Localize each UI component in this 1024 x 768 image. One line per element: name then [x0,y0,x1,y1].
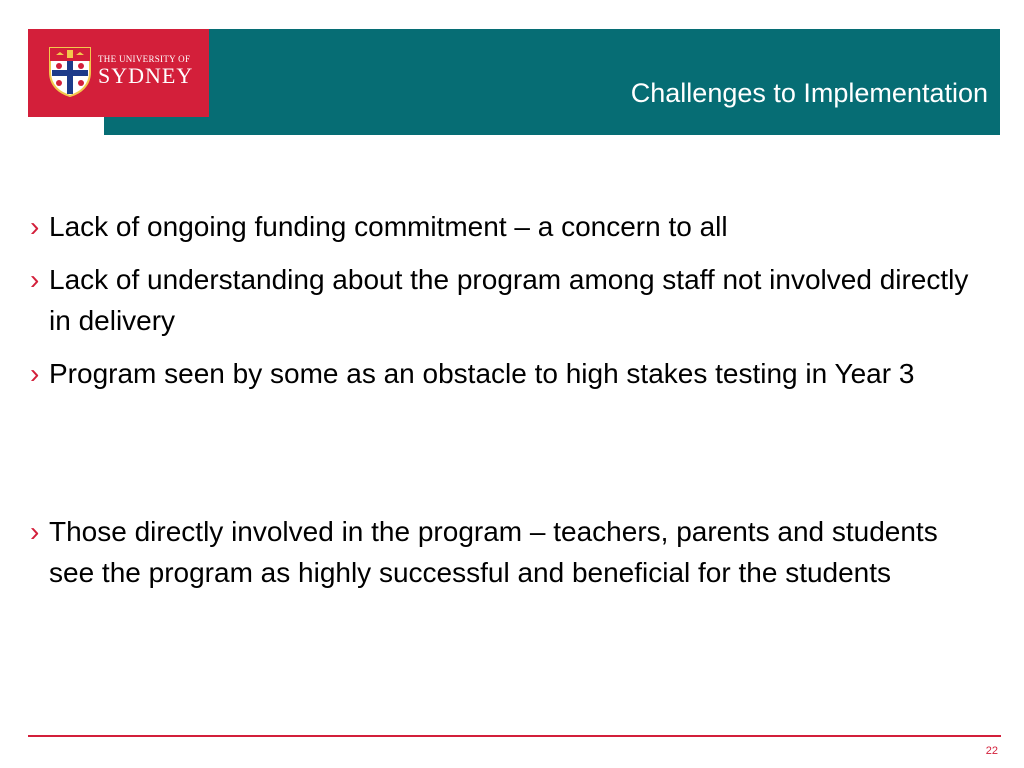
bullet-text: Lack of understanding about the program among staff not involved directly in delivery [49,264,969,336]
crest-icon [48,46,92,98]
page-number: 22 [985,745,998,757]
footer-divider [28,735,1001,737]
university-logo [28,29,209,117]
bullet-item [30,206,990,247]
bullet-chevron-icon: › [30,264,40,295]
bullet-item [30,511,990,593]
bullet-text: Program seen by some as an obstacle to high stakes testing in Year 3 [49,358,915,389]
bullet-item [30,259,990,341]
logo-text-line2: SYDNEY [98,63,194,88]
bullet-text: Those directly involved in the program – teachers, parents and students see the program as highly successful and beneficial for the students [49,516,938,588]
bullet-text: Lack of ongoing funding commitment – a concern to all [49,211,728,242]
bullet-chevron-icon: › [30,516,40,547]
bullet-item [30,353,990,394]
bullet-chevron-icon: › [30,358,40,389]
logo-text-line1: THE UNIVERSITY OF [98,54,191,64]
bullet-list [30,206,990,605]
slide-title: Challenges to Implementation [630,78,988,108]
bullet-chevron-icon: › [30,211,40,242]
